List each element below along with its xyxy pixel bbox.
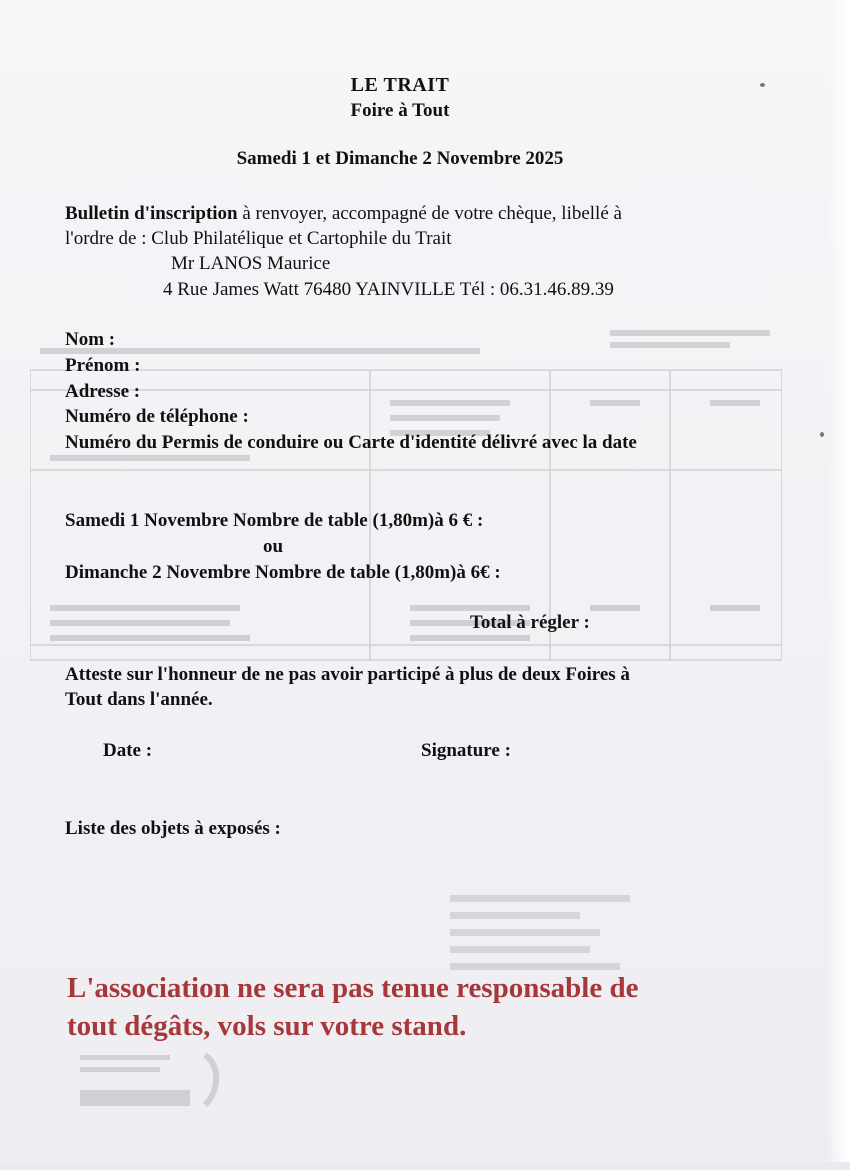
scan-speck bbox=[820, 432, 824, 437]
table-label-dimanche: Dimanche 2 Novembre Nombre de table (1,80m)à 6€ : bbox=[65, 562, 501, 583]
field-label-telephone: Numéro de téléphone : bbox=[65, 406, 249, 427]
field-label-permis: Numéro du Permis de conduire ou Carte d'identité délivré avec la date bbox=[65, 432, 637, 453]
document-subtitle: Foire à Tout bbox=[350, 100, 450, 121]
intro-line-1-rest: à renvoyer, accompagné de votre chèque, libellé à bbox=[237, 203, 622, 224]
objects-list-label: Liste des objets à exposés : bbox=[65, 818, 281, 839]
document-title: LE TRAIT bbox=[350, 74, 450, 96]
bleed-through-logo bbox=[80, 1045, 240, 1115]
attestation-line-1: Atteste sur l'honneur de ne pas avoir participé à plus de deux Foires à bbox=[65, 664, 630, 685]
bleed-through-table bbox=[30, 320, 782, 670]
total-label: Total à régler : bbox=[470, 612, 590, 633]
scan-edge bbox=[828, 0, 850, 1170]
disclaimer-line-2: tout dégâts, vols sur votre stand. bbox=[67, 1010, 467, 1042]
scan-bottom-edge bbox=[0, 1162, 850, 1170]
disclaimer-line-1: L'association ne sera pas tenue responsable de bbox=[67, 972, 639, 1004]
table-label-samedi: Samedi 1 Novembre Nombre de table (1,80m)à 6 € : bbox=[65, 510, 484, 531]
field-label-nom: Nom : bbox=[65, 329, 116, 350]
attestation-line-2: Tout dans l'année. bbox=[65, 689, 213, 710]
intro-line-2: l'ordre de : Club Philatélique et Cartophile du Trait bbox=[65, 228, 452, 249]
event-dates: Samedi 1 et Dimanche 2 Novembre 2025 bbox=[236, 148, 564, 169]
field-label-adresse: Adresse : bbox=[65, 381, 141, 402]
table-label-ou: ou bbox=[263, 536, 284, 557]
intro-bold-lead: Bulletin d'inscription bbox=[65, 203, 238, 224]
intro-contact-address: 4 Rue James Watt 76480 YAINVILLE Tél : 06.31.46.89.39 bbox=[163, 279, 614, 300]
intro-contact-name: Mr LANOS Maurice bbox=[171, 253, 331, 274]
signature-label: Signature : bbox=[421, 740, 511, 761]
field-label-prenom: Prénom : bbox=[65, 355, 141, 376]
intro-line-1 bbox=[65, 203, 622, 225]
date-label: Date : bbox=[103, 740, 153, 761]
